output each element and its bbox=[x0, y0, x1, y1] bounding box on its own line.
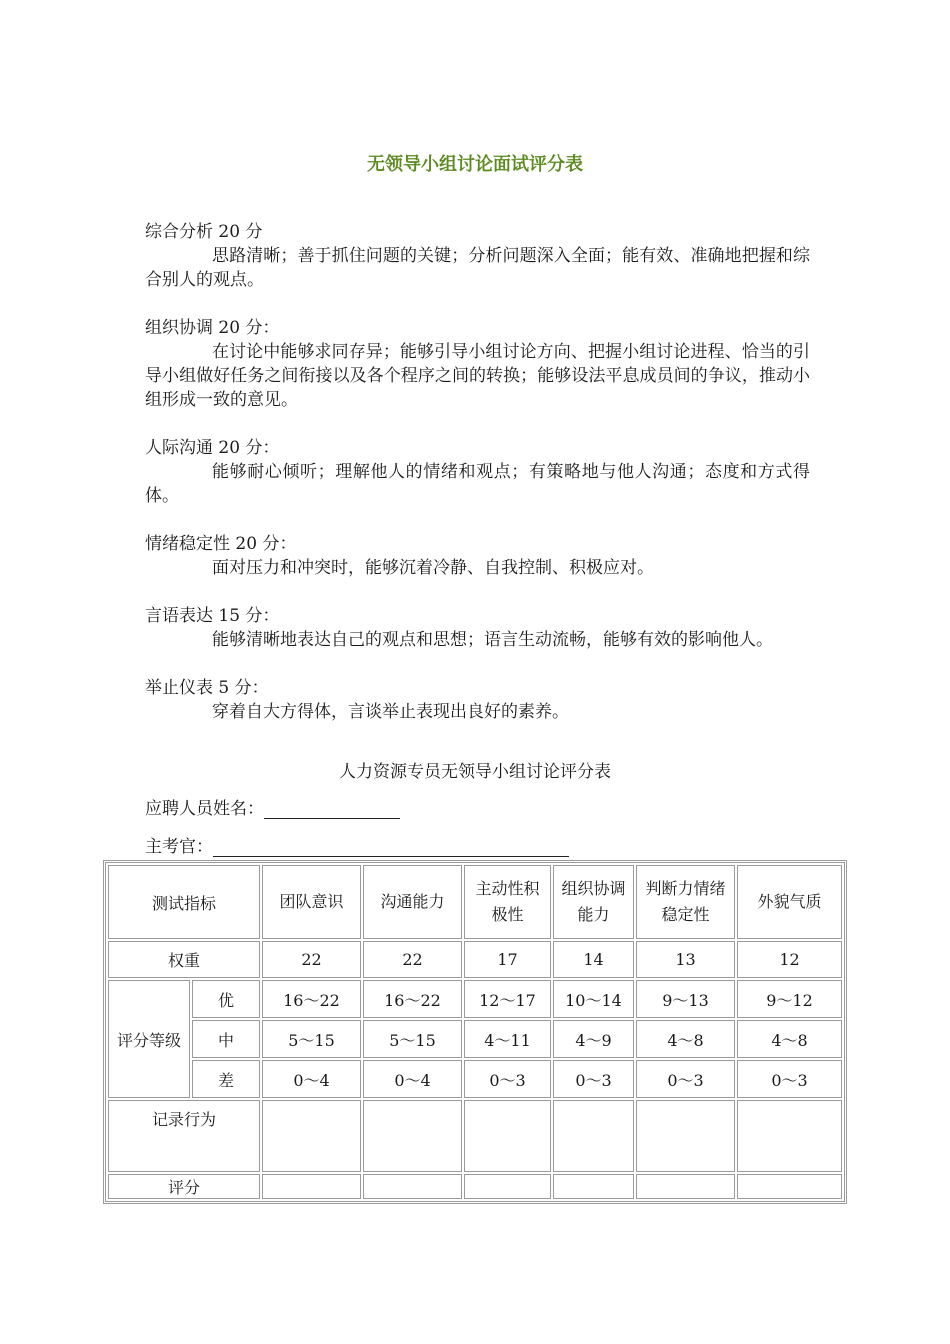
grade-range: 16～22 bbox=[262, 980, 361, 1018]
record-cell[interactable] bbox=[553, 1100, 634, 1172]
criterion-appearance bbox=[145, 676, 810, 724]
grade-range: 0～3 bbox=[464, 1060, 551, 1098]
grade-row-medium bbox=[108, 1020, 842, 1058]
header-text: 稳定性 bbox=[661, 905, 710, 924]
candidate-name-field bbox=[145, 794, 400, 819]
grade-range: 16～22 bbox=[363, 980, 462, 1018]
record-cell[interactable] bbox=[464, 1100, 551, 1172]
header-text: 能力 bbox=[577, 905, 610, 924]
criterion-description: 穿着自大方得体，言谈举止表现出良好的素养。 bbox=[212, 702, 569, 722]
record-cell[interactable] bbox=[363, 1100, 462, 1172]
grade-range: 5～15 bbox=[262, 1020, 361, 1058]
grade-range: 4～9 bbox=[553, 1020, 634, 1058]
grade-range: 4～8 bbox=[636, 1020, 735, 1058]
grade-range: 10～14 bbox=[553, 980, 634, 1018]
criterion-description: 能够耐心倾听；理解他人的情绪和观点；有策略地与他人沟通；态度和方式得体。 bbox=[145, 462, 810, 506]
header-cell bbox=[737, 865, 842, 939]
grade-row-poor bbox=[108, 1060, 842, 1098]
examiner-label: 主考官： bbox=[145, 837, 213, 857]
record-cell[interactable] bbox=[636, 1100, 735, 1172]
score-table bbox=[103, 860, 847, 1204]
grade-label: 评分等级 bbox=[108, 980, 190, 1098]
criterion-heading: 情绪稳定性 20 分： bbox=[145, 534, 297, 554]
grade-level: 差 bbox=[192, 1060, 260, 1098]
score-row bbox=[108, 1174, 842, 1199]
candidate-name-blank[interactable] bbox=[264, 800, 400, 819]
grade-range: 5～15 bbox=[363, 1020, 462, 1058]
header-text: 主动性积 bbox=[475, 879, 540, 898]
header-cell bbox=[553, 865, 634, 939]
header-text: 团队意识 bbox=[279, 892, 344, 911]
record-row bbox=[108, 1100, 842, 1172]
criterion-description: 面对压力和冲突时，能够沉着冷静、自我控制、积极应对。 bbox=[212, 558, 654, 578]
weight-cell: 14 bbox=[553, 941, 634, 978]
score-cell[interactable] bbox=[464, 1174, 551, 1199]
criterion-coordination bbox=[145, 316, 810, 412]
weight-label: 权重 bbox=[108, 941, 260, 978]
record-cell[interactable] bbox=[262, 1100, 361, 1172]
grade-range: 0～4 bbox=[363, 1060, 462, 1098]
grade-range: 4～11 bbox=[464, 1020, 551, 1058]
criterion-heading: 组织协调 20 分： bbox=[145, 318, 280, 338]
header-cell bbox=[363, 865, 462, 939]
table-header-row bbox=[108, 865, 842, 939]
score-cell[interactable] bbox=[737, 1174, 842, 1199]
header-text: 极性 bbox=[491, 905, 524, 924]
header-label-cell: 测试指标 bbox=[108, 865, 260, 939]
grade-range: 9～12 bbox=[737, 980, 842, 1018]
criterion-emotional-stability bbox=[145, 532, 810, 580]
criterion-heading: 言语表达 15 分： bbox=[145, 606, 280, 626]
grade-range: 12～17 bbox=[464, 980, 551, 1018]
criteria-list bbox=[145, 220, 810, 724]
grade-row-excellent bbox=[108, 980, 842, 1018]
header-cell bbox=[464, 865, 551, 939]
weight-cell: 13 bbox=[636, 941, 735, 978]
criterion-communication bbox=[145, 436, 810, 508]
record-cell[interactable] bbox=[737, 1100, 842, 1172]
grade-range: 0～3 bbox=[553, 1060, 634, 1098]
grade-range: 0～4 bbox=[262, 1060, 361, 1098]
score-cell[interactable] bbox=[262, 1174, 361, 1199]
grade-range: 4～8 bbox=[737, 1020, 842, 1058]
header-cell bbox=[636, 865, 735, 939]
weight-row bbox=[108, 941, 842, 978]
header-cell bbox=[262, 865, 361, 939]
examiner-field bbox=[145, 832, 569, 857]
criterion-heading: 综合分析 20 分 bbox=[145, 222, 263, 242]
weight-cell: 12 bbox=[737, 941, 842, 978]
criterion-description: 在讨论中能够求同存异；能够引导小组讨论方向、把握小组讨论进程、恰当的引导小组做好任务之间衔接以及各个程序之间的转换；能够设法平息成员间的争议，推动小组形成一致的意见。 bbox=[145, 342, 810, 410]
grade-level: 优 bbox=[192, 980, 260, 1018]
score-cell[interactable] bbox=[636, 1174, 735, 1199]
header-text: 沟通能力 bbox=[380, 892, 445, 911]
score-cell[interactable] bbox=[553, 1174, 634, 1199]
grade-range: 0～3 bbox=[737, 1060, 842, 1098]
grade-range: 9～13 bbox=[636, 980, 735, 1018]
criterion-heading: 举止仪表 5 分： bbox=[145, 678, 269, 698]
criterion-description: 思路清晰；善于抓住问题的关键；分析问题深入全面；能有效、准确地把握和综合别人的观点。 bbox=[145, 246, 810, 290]
record-label: 记录行为 bbox=[108, 1100, 260, 1172]
form-subtitle: 人力资源专员无领导小组讨论评分表 bbox=[339, 762, 611, 782]
examiner-blank[interactable] bbox=[213, 838, 569, 857]
criterion-description: 能够清晰地表达自己的观点和思想；语言生动流畅，能够有效的影响他人。 bbox=[212, 630, 773, 650]
weight-cell: 22 bbox=[363, 941, 462, 978]
grade-range: 0～3 bbox=[636, 1060, 735, 1098]
weight-cell: 17 bbox=[464, 941, 551, 978]
criterion-verbal-expression bbox=[145, 604, 810, 652]
score-cell[interactable] bbox=[363, 1174, 462, 1199]
score-label: 评分 bbox=[108, 1174, 260, 1199]
header-text: 外貌气质 bbox=[757, 892, 822, 911]
grade-level: 中 bbox=[192, 1020, 260, 1058]
header-text: 组织协调 bbox=[561, 879, 626, 898]
weight-cell: 22 bbox=[262, 941, 361, 978]
criterion-analysis bbox=[145, 220, 810, 292]
page-title: 无领导小组讨论面试评分表 bbox=[367, 154, 583, 175]
criterion-heading: 人际沟通 20 分： bbox=[145, 438, 280, 458]
candidate-name-label: 应聘人员姓名： bbox=[145, 799, 264, 819]
header-text: 判断力情绪 bbox=[645, 879, 726, 898]
